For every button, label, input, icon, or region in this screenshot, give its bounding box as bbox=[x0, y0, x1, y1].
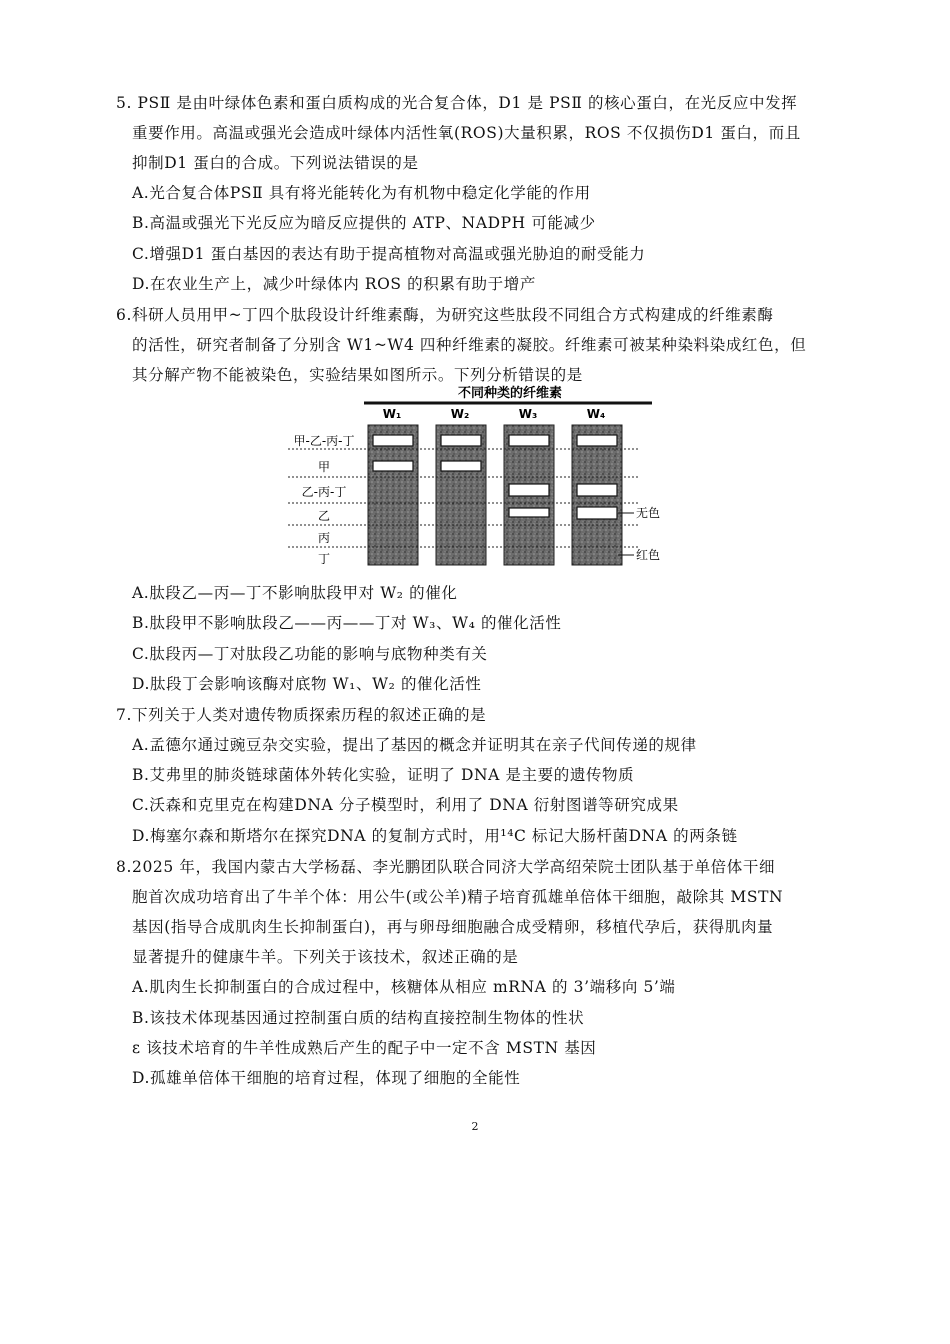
band-w1-row1 bbox=[373, 435, 413, 446]
q8-stem-line-2: 胞首次成功培育出了牛羊个体：用公牛(或公羊)精子培育孤雄单倍体干细胞，敲除其 MSTN bbox=[132, 888, 784, 906]
cellulose-gel-figure bbox=[284, 383, 684, 573]
q5-stem-line-3: 抑制D1 蛋白的合成。下列说法错误的是 bbox=[132, 154, 419, 172]
band-w4-row4 bbox=[577, 507, 617, 519]
q7-stem-line-1: 7.下列关于人类对遗传物质探索历程的叙述正确的是 bbox=[116, 706, 487, 724]
q7-option-c: C.沃森和克里克在构建DNA 分子模型时，利用了 DNA 衍射图谱等研究成果 bbox=[132, 796, 679, 814]
q8-option-c: ε 该技术培育的牛羊性成熟后产生的配子中一定不含 MSTN 基因 bbox=[132, 1039, 597, 1057]
q8-stem-line-4: 显著提升的健康牛羊。下列关于该技术，叙述正确的是 bbox=[132, 948, 519, 966]
q8-stem-line-1: 8.2025 年，我国内蒙古大学杨磊、李光鹏团队联合同济大学高绍荣院士团队基于单倍体干细 bbox=[116, 858, 776, 876]
q6-option-b: B.肽段甲不影响肽段乙——丙——丁对 W₃、W₄ 的催化活性 bbox=[132, 614, 562, 632]
q5-option-a: A.光合复合体PSⅡ 具有将光能转化为有机物中稳定化学能的作用 bbox=[132, 184, 591, 202]
q5-option-b: B.高温或强光下光反应为暗反应提供的 ATP、NADPH 可能减少 bbox=[132, 214, 596, 232]
q6-option-c: C.肽段丙—丁对肽段乙功能的影响与底物种类有关 bbox=[132, 645, 488, 663]
q5-option-d: D.在农业生产上，减少叶绿体内 ROS 的积累有助于增产 bbox=[132, 275, 536, 293]
band-w4-row3 bbox=[577, 484, 617, 496]
band-w4-row1 bbox=[577, 435, 617, 446]
row-label-yi: 乙 bbox=[317, 509, 331, 523]
q8-option-d: D.孤雄单倍体干细胞的培育过程，体现了细胞的全能性 bbox=[132, 1069, 521, 1087]
row-label-ding: 丁 bbox=[317, 552, 331, 566]
figure-title: 不同种类的纤维素 bbox=[457, 386, 563, 401]
band-w3-row3 bbox=[509, 484, 549, 496]
row-label-jia-yi-bing-ding: 甲-乙-丙-丁 bbox=[293, 434, 355, 448]
band-w3-row1 bbox=[509, 435, 549, 446]
q7-option-d: D.梅塞尔森和斯塔尔在探究DNA 的复制方式时，用¹⁴C 标记大肠杆菌DNA 的两条链 bbox=[132, 827, 738, 845]
q7-option-a: A.孟德尔通过豌豆杂交实验，提出了基因的概念并证明其在亲子代间传递的规律 bbox=[132, 736, 697, 754]
band-w2-row2 bbox=[441, 461, 481, 471]
row-label-yi-bing-ding: 乙-丙-丁 bbox=[301, 485, 347, 499]
q5-stem-line-2: 重要作用。高温或强光会造成叶绿体内活性氧(ROS)大量积累，ROS 不仅损伤D1 蛋白，而且 bbox=[132, 124, 801, 142]
q7-option-b: B.艾弗里的肺炎链球菌体外转化实验，证明了 DNA 是主要的遗传物质 bbox=[132, 766, 635, 784]
column-label-w3: W₃ bbox=[518, 407, 538, 421]
q8-stem-line-3: 基因(指导合成肌肉生长抑制蛋白)，再与卵母细胞融合成受精卵，移植代孕后，获得肌肉量 bbox=[132, 918, 774, 936]
column-label-w1: W₁ bbox=[382, 407, 402, 421]
column-label-w2: W₂ bbox=[450, 407, 470, 421]
band-w1-row2 bbox=[373, 461, 413, 471]
band-w3-row4 bbox=[509, 508, 549, 517]
q6-option-a: A.肽段乙—丙—丁不影响肽段甲对 W₂ 的催化 bbox=[132, 584, 458, 602]
legend-red: 红色 bbox=[636, 548, 661, 562]
row-label-jia: 甲 bbox=[317, 460, 331, 474]
q8-option-b: B.该技术体现基因通过控制蛋白质的结构直接控制生物体的性状 bbox=[132, 1009, 585, 1027]
q8-option-a: A.肌肉生长抑制蛋白的合成过程中，核糖体从相应 mRNA 的 3’端移向 5’端 bbox=[132, 978, 676, 996]
column-label-w4: W₄ bbox=[586, 407, 606, 421]
q6-option-d: D.肽段丁会影响该酶对底物 W₁、W₂ 的催化活性 bbox=[132, 675, 482, 693]
q6-stem-line-2: 的活性，研究者制备了分别含 W1~W4 四种纤维素的凝胶。纤维素可被某种染料染成红色，但 bbox=[132, 336, 807, 354]
band-w2-row1 bbox=[441, 435, 481, 446]
q5-stem-line-1: 5. PSⅡ 是由叶绿体色素和蛋白质构成的光合复合体，D1 是 PSⅡ 的核心蛋白，在光反应中发挥 bbox=[116, 94, 798, 112]
legend-colorless: 无色 bbox=[636, 506, 661, 520]
q6-stem-line-3: 其分解产物不能被染色，实验结果如图所示。下列分析错误的是 bbox=[132, 366, 583, 384]
page-number: 2 bbox=[471, 1120, 479, 1133]
q5-option-c: C.增强D1 蛋白基因的表达有助于提高植物对高温或强光胁迫的耐受能力 bbox=[132, 245, 646, 263]
q6-stem-line-1: 6.科研人员用甲~丁四个肽段设计纤维素酶，为研究这些肽段不同组合方式构建成的纤维素酶 bbox=[116, 306, 774, 324]
row-label-bing: 丙 bbox=[317, 531, 331, 545]
